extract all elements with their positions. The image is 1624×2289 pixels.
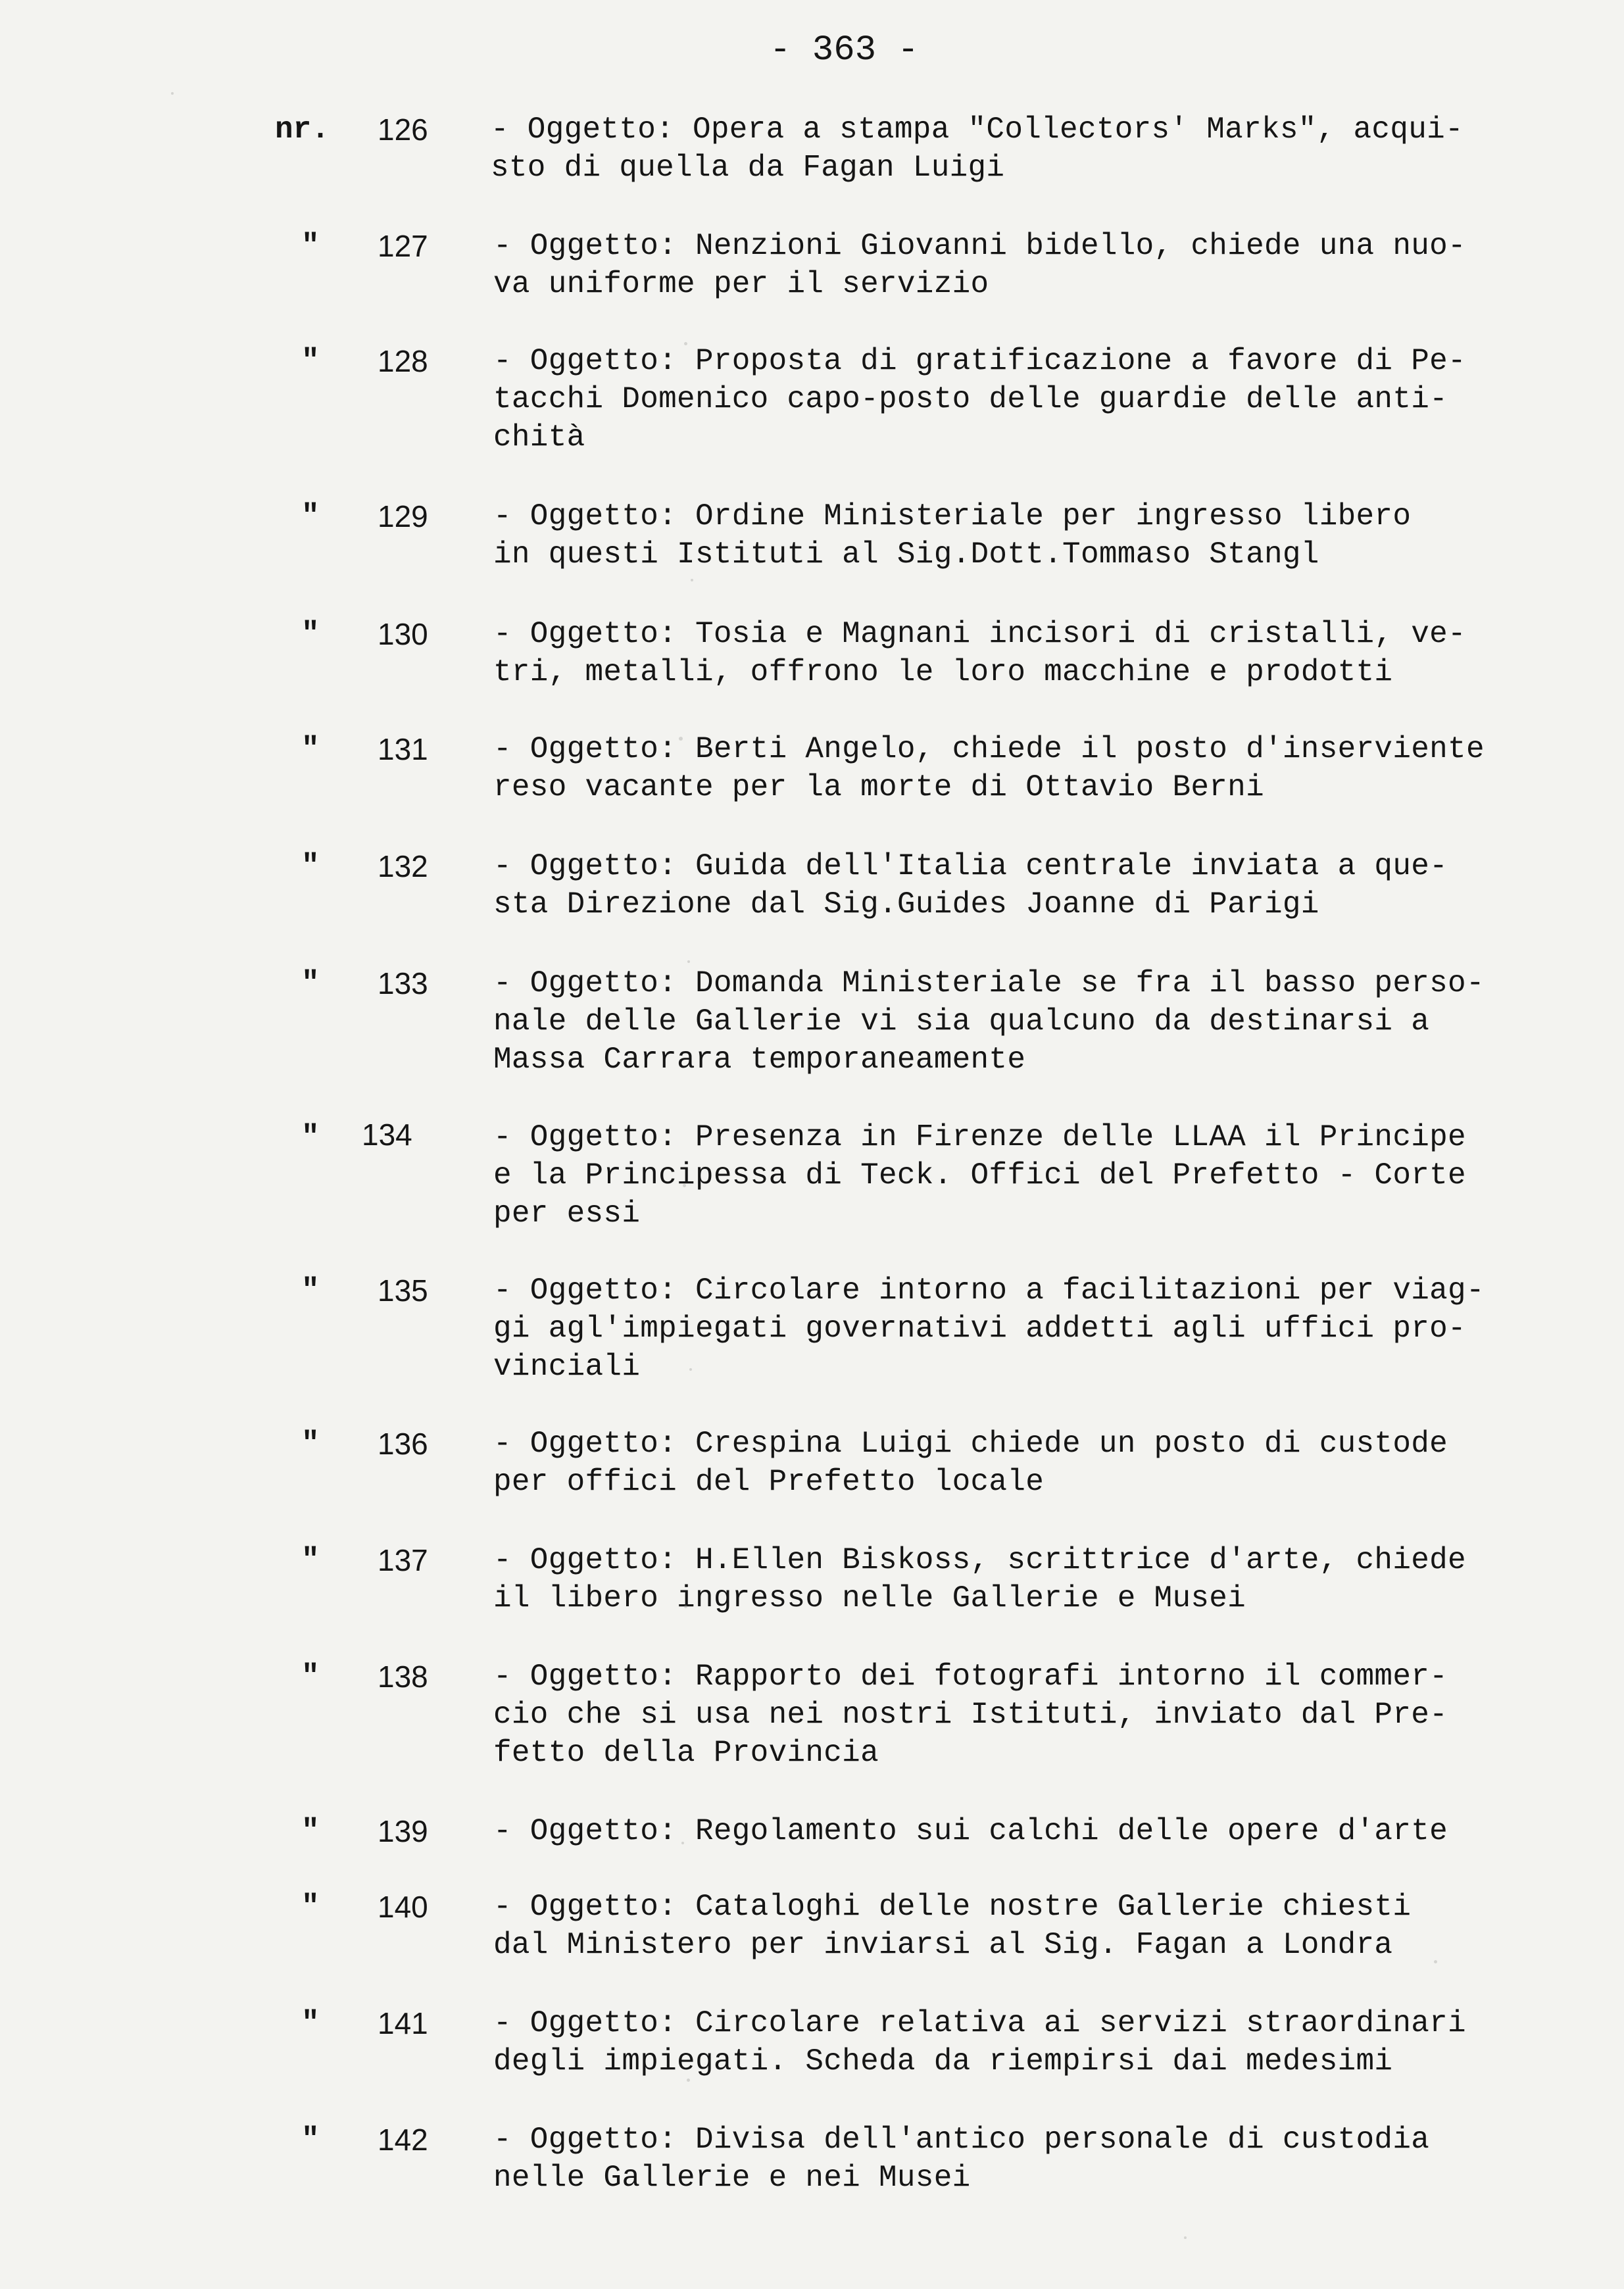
ditto-mark: " <box>301 849 320 883</box>
entry-subject-line: il libero ingresso nelle Gallerie e Musei <box>493 1581 1246 1615</box>
entry-subject-line: per offici del Prefetto locale <box>493 1465 1045 1499</box>
entry-subject-line: - Oggetto: Rapporto dei fotografi intorno il commer- <box>493 1660 1448 1694</box>
entry-subject <box>493 2004 1572 2080</box>
entry-subject-line: fetto della Provincia <box>493 1736 879 1770</box>
entry-subject-line: - Oggetto: Cataloghi delle nostre Gallerie chiesti <box>493 1890 1412 1924</box>
entry-subject-line: - Oggetto: Crespina Luigi chiede un posto di custode <box>493 1427 1448 1461</box>
scan-speck <box>683 1184 686 1187</box>
ditto-mark: " <box>301 499 320 533</box>
entry-subject-line: va uniforme per il servizio <box>493 267 989 301</box>
ditto-mark: " <box>301 229 320 263</box>
entry-subject-line: - Oggetto: Presenza in Firenze delle LLAA il Principe <box>493 1120 1466 1154</box>
ditto-mark: " <box>301 617 320 651</box>
ditto-mark: " <box>301 1660 320 1694</box>
entry-subject-line: - Oggetto: Berti Angelo, chiede il posto d'inserviente <box>493 732 1485 766</box>
scan-speck <box>171 92 174 95</box>
ditto-mark: " <box>301 966 320 1000</box>
entry-subject-line: Massa Carrara temporaneamente <box>493 1043 1026 1077</box>
entry-subject-line: e la Principessa di Teck. Offici del Prefetto - Corte <box>493 1158 1466 1193</box>
entry-number: 142 <box>378 2123 428 2157</box>
entry-subject <box>493 964 1572 1079</box>
entry-subject <box>493 615 1572 691</box>
entry-number: 139 <box>378 1814 428 1848</box>
scan-speck <box>687 2079 690 2082</box>
entry-subject-line: - Oggetto: Opera a stampa "Collectors' Marks", acqui- <box>491 112 1464 147</box>
entry-subject <box>493 1271 1572 1386</box>
entry-subject <box>493 1541 1572 1617</box>
entry-number: 132 <box>378 849 428 883</box>
entry-subject-line: sta Direzione dal Sig.Guides Joanne di Parigi <box>493 887 1319 922</box>
scan-speck <box>684 1605 687 1608</box>
entry-subject-line: gi agl'impiegati governativi addetti agli uffici pro- <box>493 1312 1466 1346</box>
entry-subject-line: per essi <box>493 1196 641 1231</box>
entry-subject-line: - Oggetto: Domanda Ministeriale se fra il basso perso- <box>493 966 1485 1000</box>
entry-subject-line: - Oggetto: Guida dell'Italia centrale inviata a que- <box>493 849 1448 883</box>
entry-number: 134 <box>362 1118 412 1152</box>
scan-speck <box>687 960 690 963</box>
ditto-mark: " <box>301 732 320 766</box>
entry-subject-line: cio che si usa nei nostri Istituti, inviato dal Pre- <box>493 1698 1448 1732</box>
entry-number: 130 <box>378 617 428 651</box>
entry-subject <box>493 1812 1572 1850</box>
entry-subject-line: tacchi Domenico capo-posto delle guardie delle anti- <box>493 382 1448 416</box>
entry-subject-line: reso vacante per la morte di Ottavio Berni <box>493 770 1264 804</box>
entry-number: 128 <box>378 344 428 378</box>
ditto-mark: " <box>301 1814 320 1848</box>
entry-number: 140 <box>378 1890 428 1924</box>
entry-subject-line: - Oggetto: Ordine Ministeriale per ingresso libero <box>493 499 1412 533</box>
entry-prefix: nr. <box>275 112 330 147</box>
entry-subject <box>493 227 1572 303</box>
entry-subject <box>493 730 1572 806</box>
entry-subject-line: - Oggetto: Circolare relativa ai servizi straordinari <box>493 2006 1466 2040</box>
entry-subject-line: - Oggetto: Nenzioni Giovanni bidello, chiede una nuo- <box>493 229 1466 263</box>
entry-subject-line: - Oggetto: H.Ellen Biskoss, scrittrice d'arte, chiede <box>493 1543 1466 1577</box>
entry-subject-line: dal Ministero per inviarsi al Sig. Fagan a Londra <box>493 1928 1393 1962</box>
ditto-mark: " <box>301 1543 320 1577</box>
scan-speck <box>684 342 687 345</box>
entry-number: 133 <box>378 966 428 1000</box>
scan-speck <box>679 737 683 741</box>
entry-number: 129 <box>378 499 428 533</box>
scan-speck <box>1184 2236 1187 2239</box>
entry-subject <box>493 1425 1572 1501</box>
entry-number: 126 <box>378 112 428 147</box>
entry-number: 138 <box>378 1660 428 1694</box>
entry-subject-line: degli impiegati. Scheda da riempirsi dai medesimi <box>493 2044 1393 2079</box>
entry-subject-line: - Oggetto: Tosia e Magnani incisori di cristalli, ve- <box>493 617 1466 651</box>
entry-number: 127 <box>378 229 428 263</box>
entry-subject <box>493 497 1572 574</box>
entry-subject <box>493 1658 1572 1772</box>
entry-subject-line: nelle Gallerie e nei Musei <box>493 2161 971 2195</box>
scan-speck <box>681 1842 684 1844</box>
page-number: - 363 - <box>770 30 919 70</box>
entry-subject <box>491 111 1569 187</box>
entry-subject-line: tri, metalli, offrono le loro macchine e prodotti <box>493 655 1393 689</box>
entry-subject-line: sto di quella da Fagan Luigi <box>491 151 1005 185</box>
entry-subject <box>493 2121 1572 2197</box>
entry-number: 141 <box>378 2006 428 2040</box>
entry-subject-line: in questi Istituti al Sig.Dott.Tommaso Stangl <box>493 537 1319 572</box>
entry-subject <box>493 847 1572 923</box>
ditto-mark: " <box>301 1427 320 1461</box>
entry-subject-line: vinciali <box>493 1350 641 1384</box>
entry-subject <box>493 342 1572 456</box>
entry-number: 135 <box>378 1273 428 1308</box>
scan-speck <box>1434 1960 1437 1963</box>
entry-number: 137 <box>378 1543 428 1577</box>
ditto-mark: " <box>301 1120 320 1154</box>
ditto-mark: " <box>301 1273 320 1308</box>
entry-subject-line: - Oggetto: Regolamento sui calchi delle opere d'arte <box>493 1814 1448 1848</box>
entry-subject <box>493 1118 1572 1233</box>
entry-subject-line: - Oggetto: Divisa dell'antico personale di custodia <box>493 2123 1430 2157</box>
entry-subject <box>493 1888 1572 1964</box>
ditto-mark: " <box>301 2123 320 2157</box>
scan-speck <box>691 579 693 581</box>
ditto-mark: " <box>301 1890 320 1924</box>
entry-subject-line: nale delle Gallerie vi sia qualcuno da destinarsi a <box>493 1004 1430 1039</box>
entry-number: 131 <box>378 732 428 766</box>
entry-subject-line: - Oggetto: Proposta di gratificazione a favore di Pe- <box>493 344 1466 378</box>
entry-subject-line: - Oggetto: Circolare intorno a facilitazioni per viag- <box>493 1273 1485 1308</box>
scan-speck <box>689 1368 692 1371</box>
entry-subject-line: chità <box>493 420 585 455</box>
ditto-mark: " <box>301 2006 320 2040</box>
entry-number: 136 <box>378 1427 428 1461</box>
ditto-mark: " <box>301 344 320 378</box>
